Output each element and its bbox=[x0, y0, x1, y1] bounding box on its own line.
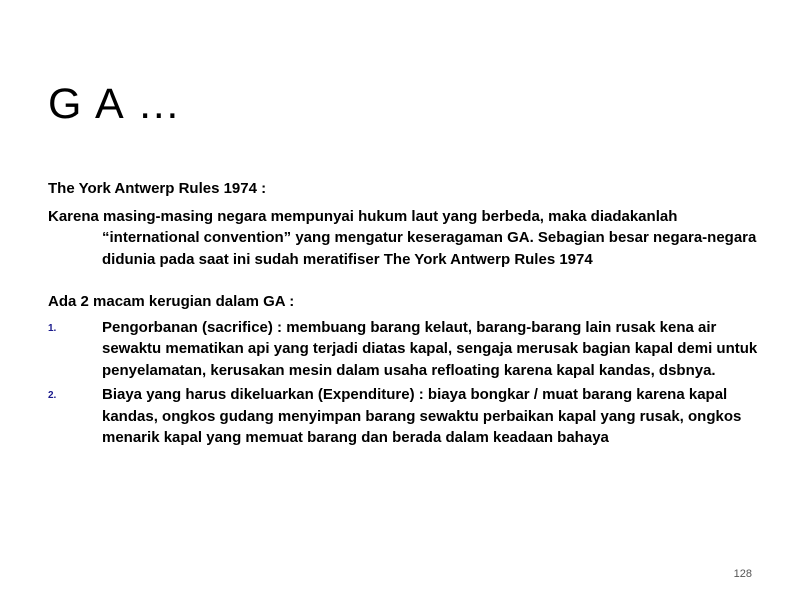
list-intro: Ada 2 macam kerugian dalam GA : bbox=[48, 293, 295, 310]
rules-paragraph: Karena masing-masing negara mempunyai hukum laut yang berbeda, maka diadakanlah “international convention” yang mengatur keseragaman GA. Sebagian besar negara-negara didunia pada saat ini sudah meratifiser The York Antwerp Rules 1974 bbox=[48, 207, 757, 268]
slide-title: G A … bbox=[48, 80, 183, 128]
rules-heading: The York Antwerp Rules 1974 : bbox=[48, 180, 267, 197]
list-item-text: Biaya yang harus dikeluarkan (Expenditure) : biaya bongkar / muat barang karena kapal kandas, ongkos gudang menyimpan barang sewaktu perbaikan kapal yang rusak, ongkos menarik kapal yang memuat barang dan berada dalam keadaan bahaya bbox=[102, 386, 742, 446]
page-number: 128 bbox=[733, 568, 752, 580]
list-item-number: 2. bbox=[48, 390, 57, 401]
list-item bbox=[48, 317, 764, 382]
list-item-number: 1. bbox=[48, 322, 57, 334]
list-item bbox=[48, 384, 764, 449]
slide-body bbox=[48, 178, 764, 452]
spacer bbox=[48, 270, 764, 291]
list-item-text: Pengorbanan (sacrifice) : membuang barang kelaut, barang-barang lain rusak kena air sewaktu mematikan api yang terjadi diatas kapal, sengaja merusak bagian kapal demi untuk penyelamatan, kerusakan mesin dalam usaha refloating karena kapal kandas, dsbnya. bbox=[102, 318, 758, 379]
loss-types-list bbox=[48, 317, 764, 449]
